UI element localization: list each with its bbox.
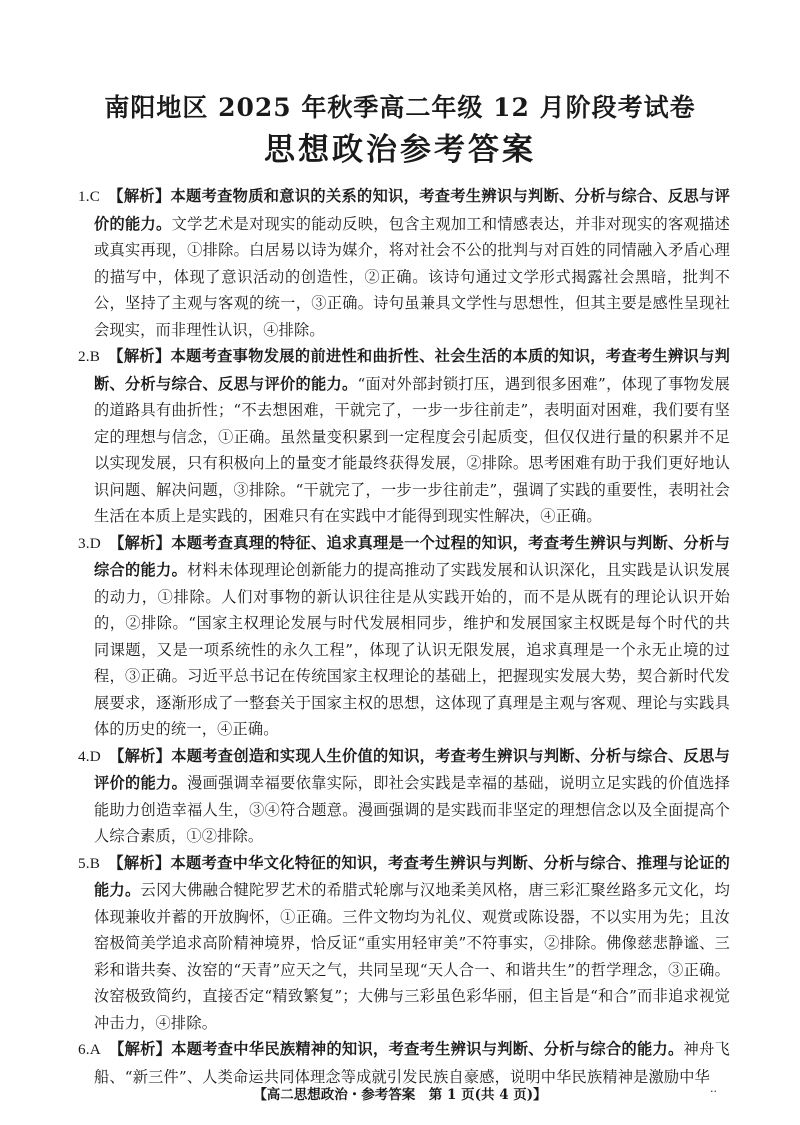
answer-letter: B [89, 348, 101, 365]
analysis-heading: 【解析】本题考查中华文化特征的知识，考查考生辨识与判断、分析与综合、推理与论证的能力。 [94, 853, 730, 899]
analysis-heading: 【解析】本题考查真理的特征、追求真理是一个过程的知识，考查考生辨识与判断、分析与综合的能力。 [94, 533, 730, 579]
answer-letter: B [89, 854, 101, 872]
answer-item-2 [78, 343, 730, 530]
answer-item-4 [78, 743, 730, 850]
page-footer: 【高二思想政治・参考答案 第 1 页(共 4 页)】 [253, 1087, 547, 1103]
analysis-body: “面对外部封锁打压，遇到很多困难”，体现了事物发展的道路具有曲折性；“不去想困难，干就完了，一步一步往前走”，表明面对困难，我们要有坚定的理想与信念，①正确。虽然量变积累到一定程度会引起质变，但仅仅进行量的积累并不足以实现发展，只有积极向上的量变才能最终获得发展，②排除。思考困难有助于我们更好地认识问题、解决问题，③排除。“干就完了，一步一步往前走”，强调了实践的重要性，表明社会生活在本质上是实践的，困难只有在实践中才能得到现实性解决，④正确。 [94, 374, 730, 525]
answer-item-6 [78, 1036, 730, 1090]
exam-title: 南阳地区 2025 年秋季高二年级 12 月阶段考试卷 [104, 93, 696, 122]
answer-letter: A [89, 1041, 101, 1058]
question-number: 6. [78, 1041, 90, 1058]
answer-list [78, 183, 730, 1090]
question-number: 3. [78, 534, 90, 552]
answer-letter: C [89, 188, 101, 205]
answer-letter: D [89, 747, 101, 765]
analysis-body: 材料未体现理论创新能力的提高推动了实践发展和认识深化，且实践是认识发展的动力，①排除。人们对事物的新认识往往是从实践开始的，而不是从既有的理论认识开始的，②排除。“国家主权理论发展与时代发展相同步，维护和发展国家主权既是每个时代的共同课题，又是一项系统性的永久工程”，体现了认识无限发展，追求真理是一个永无止境的过程，③正确。习近平总书记在传统国家主权理论的基础上，把握现实发展大势，契合新时代发展要求，逐渐形成了一整套关于国家主权的思想，这体现了真理是主观与客观、理论与实践具体的历史的统一，④正确。 [94, 561, 730, 738]
analysis-heading: 【解析】本题考查物质和意识的关系的知识，考查考生辨识与判断、分析与综合、反思与评价的能力。 [94, 187, 730, 233]
answer-item-1 [78, 183, 730, 343]
answer-item-3 [78, 530, 730, 743]
analysis-heading: 【解析】本题考查中华民族精神的知识，考查考生辨识与判断、分析与综合的能力。 [108, 1040, 684, 1058]
footer-mark: ·· [710, 1085, 717, 1098]
analysis-body: 文学艺术是对现实的能动反映，包含主观加工和情感表达，并非对现实的客观描述或真实再现，①排除。白居易以诗为媒介，将对社会不公的批判与对百姓的同情融入矛盾心理的描写中，体现了意识活动的创造性，②正确。该诗句通过文学形式揭露社会黑暗，批判不公，坚持了主观与客观的统一，③正确。诗句虽兼具文学性与思想性，但其主要是感性呈现社会现实，而非理性认识，④排除。 [94, 214, 730, 339]
question-number: 2. [78, 348, 90, 365]
analysis-heading: 【解析】本题考查创造和实现人生价值的知识，考查考生辨识与判断、分析与综合、反思与评价的能力。 [94, 746, 730, 792]
answer-letter: D [89, 534, 101, 552]
analysis-body: 漫画强调幸福要依靠实际，即社会实践是幸福的基础，说明立足实践的价值选择能助力创造幸福人生，③④符合题意。漫画强调的是实践而非坚定的理想信念以及全面提高个人综合素质，①②排除。 [94, 774, 730, 845]
analysis-heading: 【解析】本题考查事物发展的前进性和曲折性、社会生活的本质的知识，考查考生辨识与判断、分析与综合、反思与评价的能力。 [94, 347, 730, 393]
answer-item-5 [78, 850, 730, 1037]
question-number: 5. [78, 854, 90, 872]
analysis-body: 神舟飞船、“新三件”、人类命运共同体理念等成就引发民族自豪感，说明中华民族精神是激励中华 [94, 1040, 730, 1086]
analysis-body: 云冈大佛融合犍陀罗艺术的希腊式轮廓与汉地柔美风格，唐三彩汇聚丝路多元文化，均体现兼收并蓄的开放胸怀，①正确。三件文物均为礼仪、观赏或陈设器，不以实用为先；且汝窑极简美学追求高阶精神境界，恰反证“重实用轻审美”不符事实，②排除。佛像慈悲静谧、三彩和谐共奏、汝窑的“天青”应天之气，共同呈现“天人合一、和谐共生”的哲学理念，③正确。汝窑极致简约，直接否定“精致繁复”；大佛与三彩虽色彩华丽，但主旨是“和合”而非追求视觉冲击力，④排除。 [94, 881, 730, 1032]
question-number: 1. [78, 188, 90, 205]
question-number: 4. [78, 747, 90, 765]
subject-title: 思想政治参考答案 [264, 132, 536, 168]
